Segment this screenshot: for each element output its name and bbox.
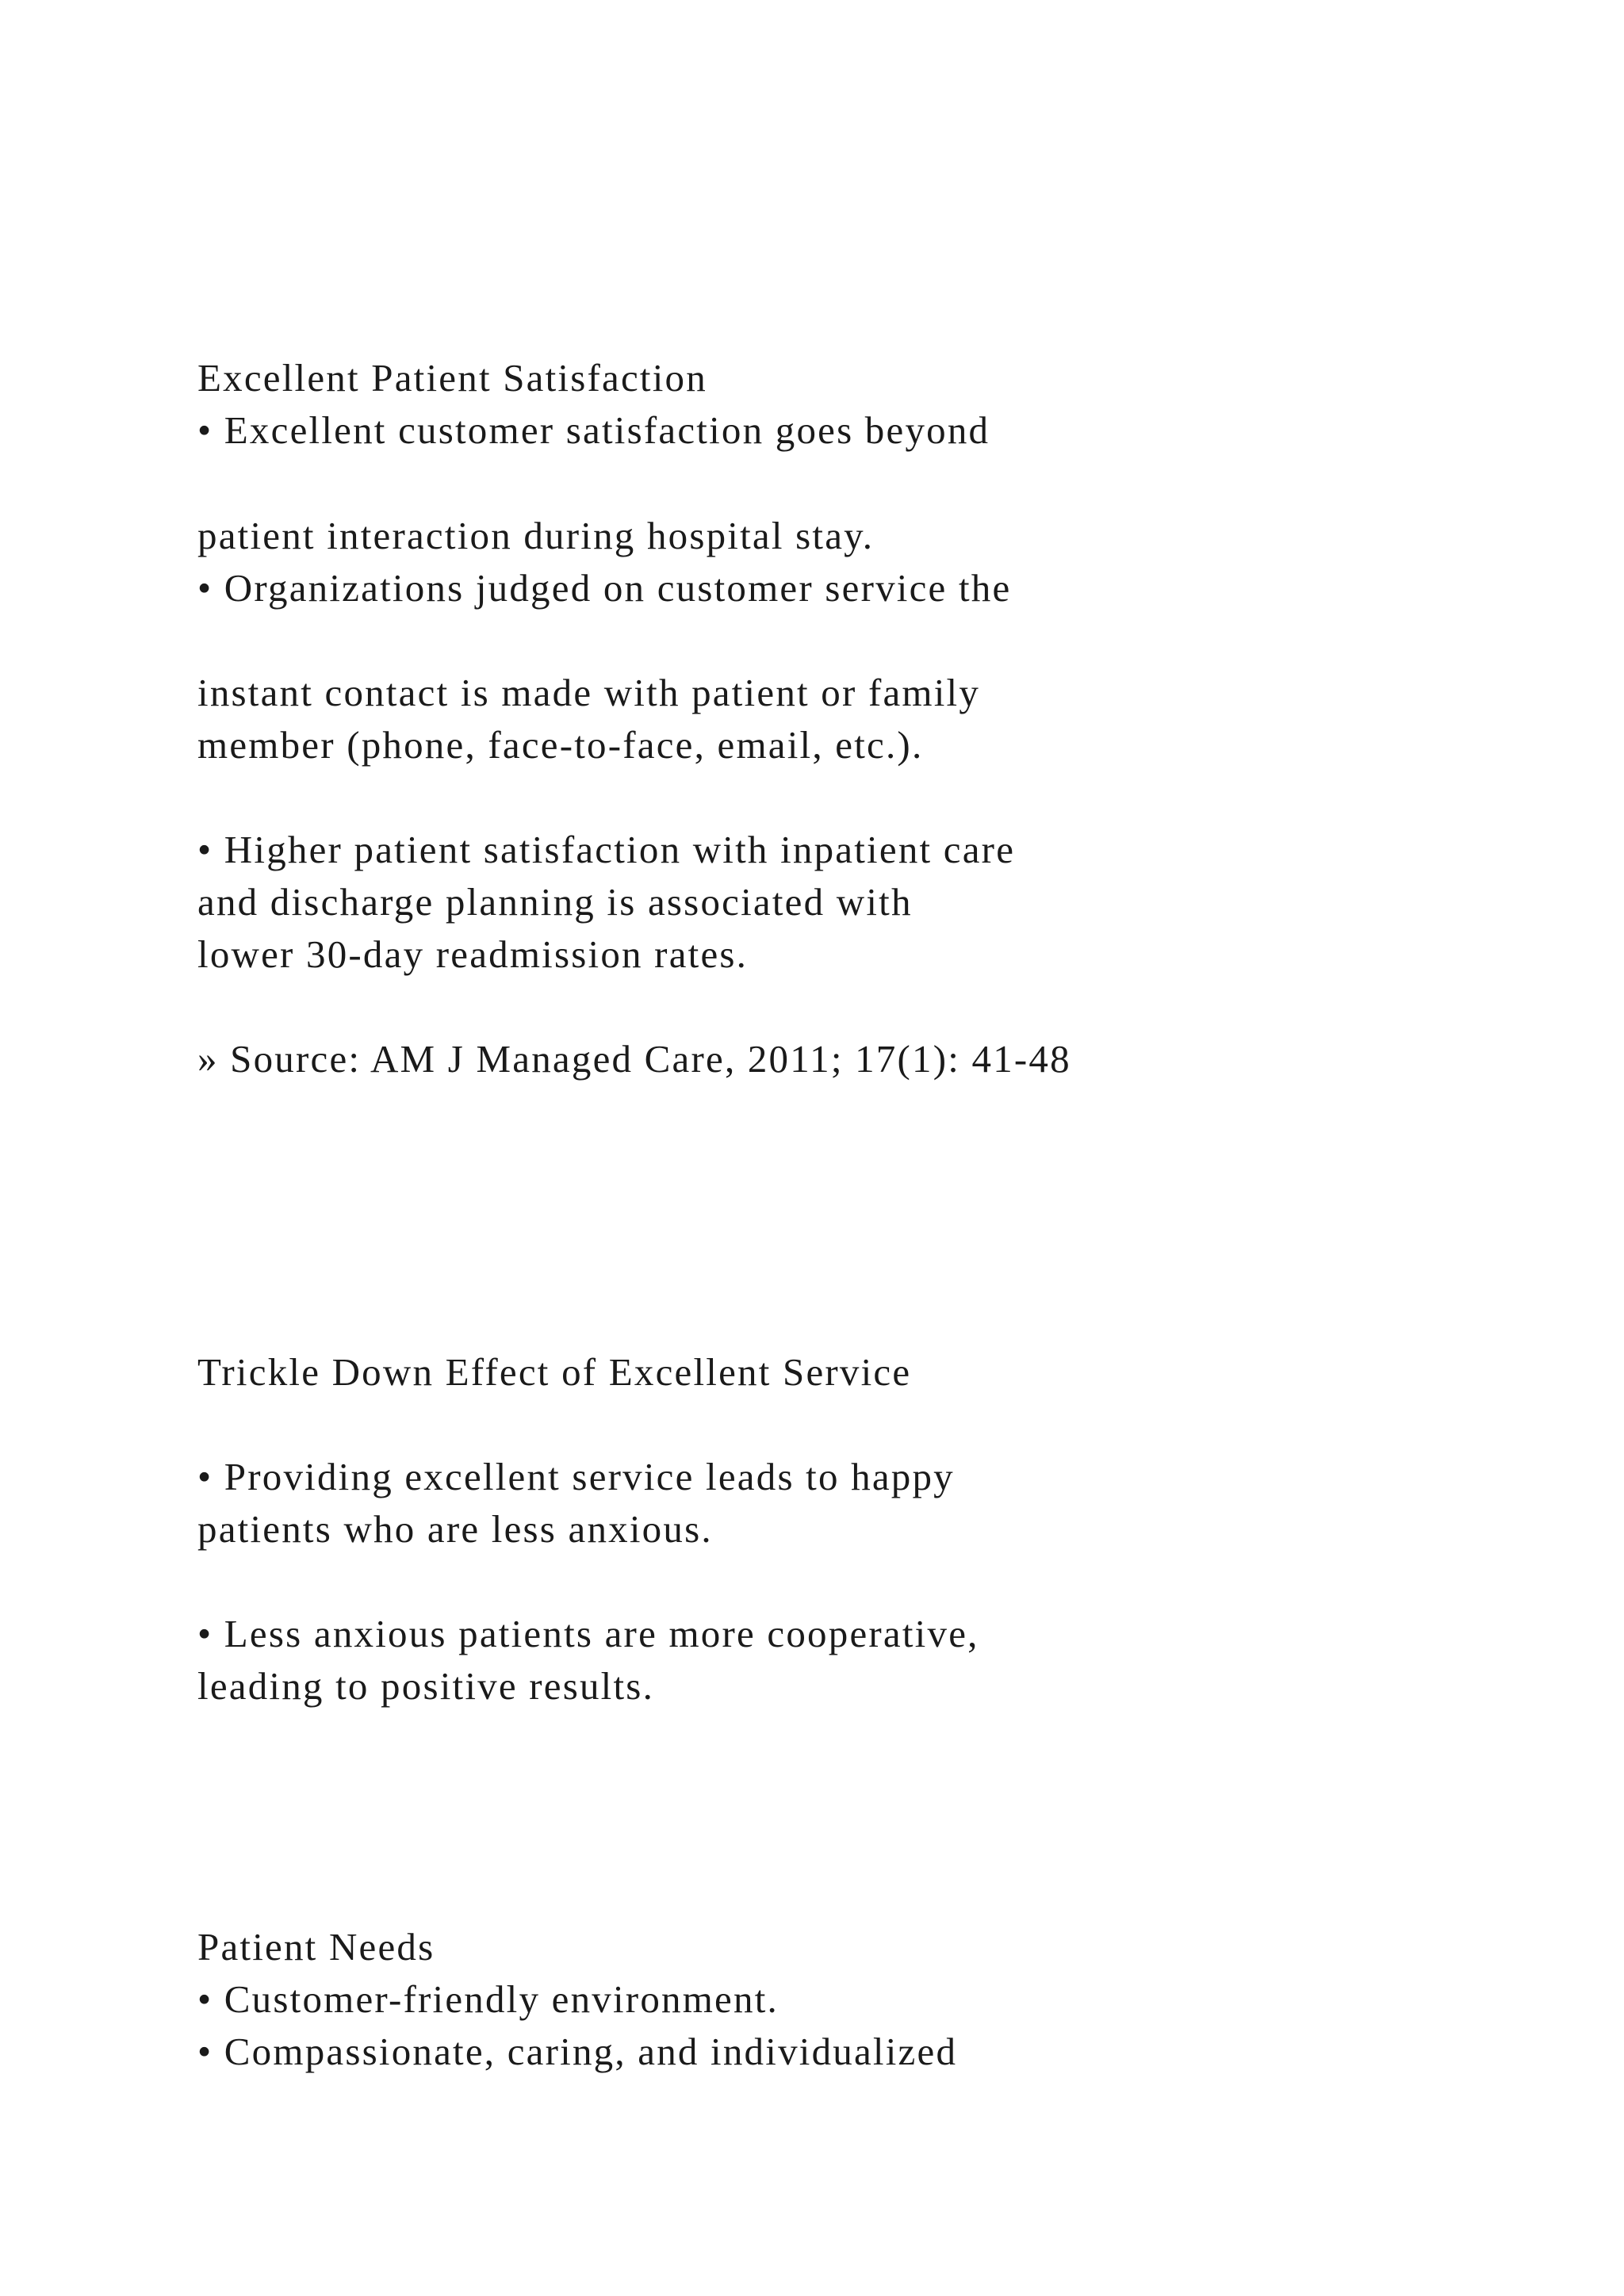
text-line: patients who are less anxious. [197,1507,713,1551]
text-line: member (phone, face-to-face, email, etc.). [197,723,924,767]
text-line: instant contact is made with patient or family [197,671,981,714]
text-line: • Organizations judged on customer service the [197,566,1012,610]
heading-patient-needs: Patient Needs [197,1925,435,1969]
text-line: lower 30-day readmission rates. [197,932,749,976]
source-citation: » Source: AM J Managed Care, 2011; 17(1): 41-48 [197,1037,1071,1081]
text-line: • Providing excellent service leads to happy [197,1455,955,1498]
text-line: • Excellent customer satisfaction goes beyond [197,408,990,452]
heading-excellent-patient-satisfaction: Excellent Patient Satisfaction [197,356,707,400]
text-line: • Compassionate, caring, and individualized [197,2030,958,2073]
text-line: leading to positive results. [197,1664,655,1708]
text-line: • Less anxious patients are more cooperative, [197,1612,979,1655]
text-line: • Customer-friendly environment. [197,1977,779,2021]
text-line: • Higher patient satisfaction with inpatient care [197,828,1016,871]
text-line: patient interaction during hospital stay. [197,514,875,557]
text-line: and discharge planning is associated with [197,880,913,924]
heading-trickle-down-effect: Trickle Down Effect of Excellent Service [197,1350,912,1394]
